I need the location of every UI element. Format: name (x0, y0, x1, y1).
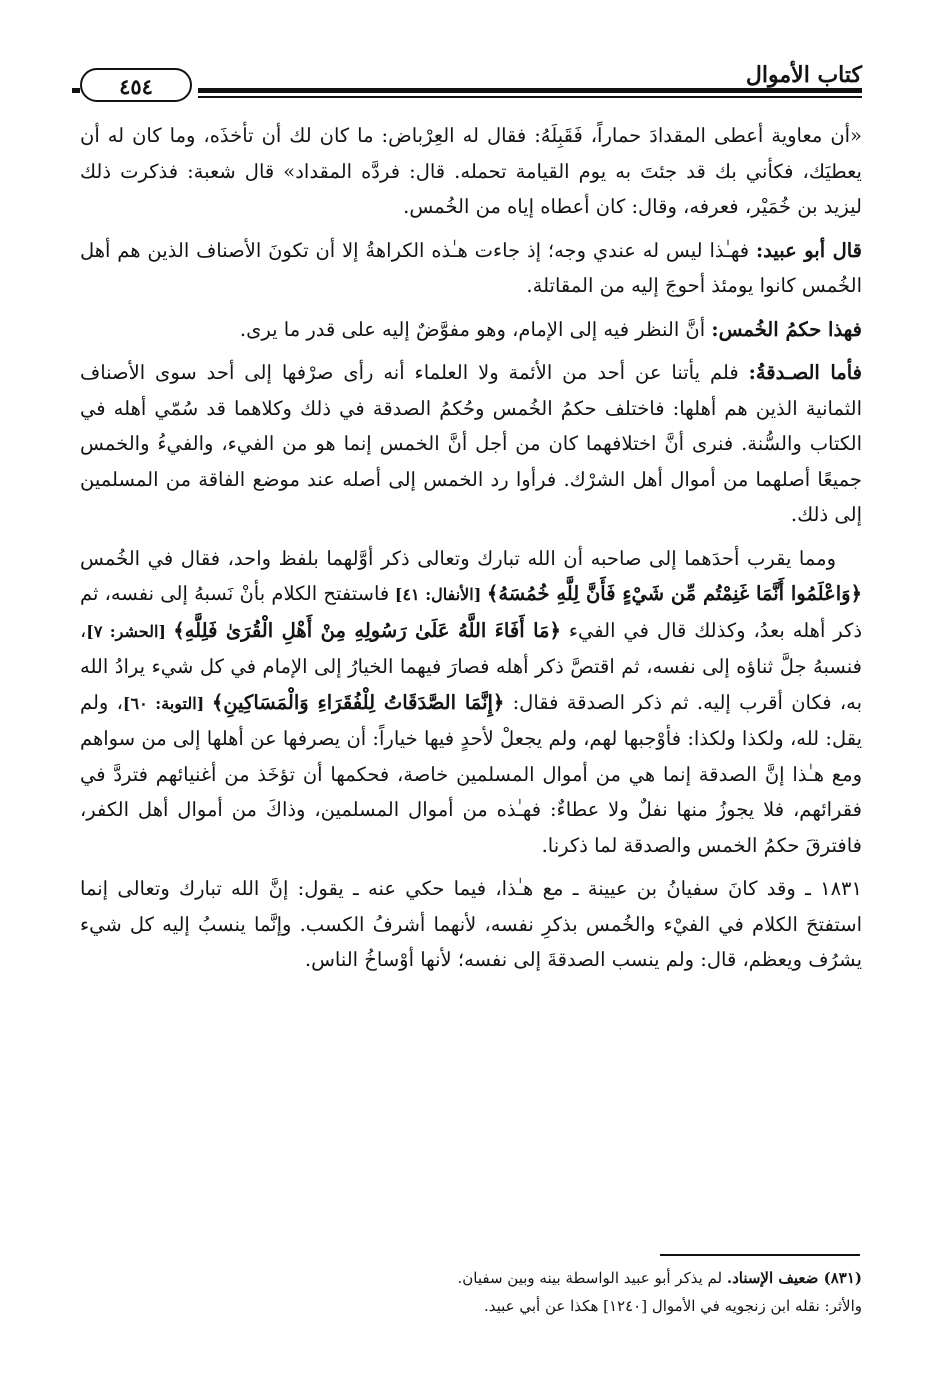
header-rule-thick (198, 88, 862, 93)
verse-reference: [الأنفال: ٤١] (389, 585, 487, 604)
paragraph (80, 118, 862, 225)
footnote (80, 1264, 862, 1292)
verse-reference: [الحشر: ٧] (86, 621, 174, 641)
page-header (80, 62, 862, 106)
verse-reference: [التوبة: ٦٠] (122, 693, 212, 713)
paragraph-text: ، ولم يقل: لله، ولكذا ولكذا: فأوْجبها لهم، ولم يجعلْ لأحدٍ فيها خياراً: أن يصرفها عن أهلها إلى من سواهم ومع هـٰذا إنَّ الصدقة إنما هي من أموال المسلمين خاصة، فحكمها أن تؤخَذ من أغنيائهم فتردَّ في فقرائهم، فلا يجوزُ منها نفلٌ ولا عطاءٌ: فهـٰذه من أموال المسلمين، وذاكَ من أموال أهل الكفر، فافترقَ حكمُ الخمس والصدقة لما ذكرنا. (80, 690, 862, 857)
page-number: ٤٥٤ (80, 68, 192, 102)
paragraph-text: فهـٰذا ليس له عندي وجه؛ إذ جاءت هـٰذه الكراهةُ إلا أن تكونَ الأصناف الذين هم أهل الخُمس كانوا يومئذ أحوجَ إليه من المقاتلة. (80, 238, 862, 297)
paragraph-text: أنَّ النظر فيه إلى الإمام، وهو مفوَّضٌ إليه على قدر ما يرى. (239, 317, 712, 341)
paragraph-lead: فأما الصـدقةُ: (748, 361, 862, 384)
paragraph-text: فلم يأتنا عن أحد من الأئمة ولا العلماء أنه رأى صرْفها إلى أحد سوى الأصناف الثمانية الذين هم أهلها: فاختلف حكمُ الخُمس وحُكمُ الصدقة في ذلك وكلاهما قد سُمّي أهله في الكتاب والسُّنة. فنرى أنَّ اختلافهما كان من أجل أنَّ الخمس إنما هو من الفيء، والفيءُ والخمس جميعًا أصلهما من أموال أهل الشرْك. فرأوا رد الخمس إلى أصله عند موضع الفاقة من المسلمين إلى ذلك. (80, 361, 862, 526)
paragraph-text: «أن معاوية أعطى المقدادَ حماراً، فَقَبِلَهُ: فقال له العِرْباض: ما كان لك أن تأخذَه، وما كان له أن يعطيَك، فكأني بك قد جئتَ به يوم القيامة تحمله. قال: فردَّه المقداد» قال شعبة: فذكرت ذلك ليزيد بن خُمَيْر، فعرفه، وقال: كان أعطاه إياه من الخُمس. (80, 124, 862, 218)
paragraph-lead: فهذا حكمُ الخُمس: (711, 317, 862, 341)
footnote (80, 1292, 862, 1320)
main-text (80, 118, 862, 986)
footnotes (80, 1264, 862, 1320)
paragraph-text: ١٨٣١ ـ وقد كانَ سفيانُ بن عيينة ـ مع هـٰذا، فيما حكي عنه ـ يقول: إنَّ الله تبارك وتعالى إنما استفتحَ الكلام في الفيْء والخُمس بذكرِ نفسه، لأنهما أشرفُ الكسب. وإنَّما ينسبُ إليه كل شيء يشرُف ويعظم، قال: ولم ينسب الصدقةَ إلى نفسه؛ لأنها أوْساخُ الناس. (80, 877, 862, 971)
paragraph (80, 871, 862, 978)
paragraph-text: ، فنسبهُ جلَّ ثناؤه إلى نفسه، ثم اقتصَّ ذكر أهله فصارَ فيهما الخيارُ إلى الإمام في كل شيء يرادُ الله به، فكان أقرب إليه. ثم ذكر الصدقة فقال: (80, 618, 863, 714)
quran-verse: ﴿وَاعْلَمُوا أَنَّمَا غَنِمْتُم مِّن شَيْءٍ فَأَنَّ لِلَّهِ خُمُسَهُ﴾ (486, 582, 863, 605)
footnote-text: والأثر: نقله ابن زنجويه في الأموال [١٢٤٠] هكذا عن أبي عبيد. (483, 1297, 862, 1315)
paragraph-lead: قال أبو عبيد: (755, 238, 863, 262)
footnote-lead: (٨٣١) ضعيف الإسناد. (726, 1269, 862, 1287)
paragraph (80, 541, 862, 864)
footnote-text: لم يذكر أبو عبيد الواسطة بينه وبين سفيان. (457, 1269, 727, 1287)
paragraph-text: ومما يقرب أحدَهما إلى صاحبه أن الله تبارك وتعالى ذكر أوَّلهما بلفظ واحد، فقال في الخُمس (80, 546, 836, 570)
footnote-separator (660, 1254, 860, 1256)
paragraph (80, 233, 862, 304)
quran-verse: ﴿مَا أَفَاءَ اللَّهُ عَلَىٰ رَسُولِهِ مِنْ أَهْلِ الْقُرَىٰ فَلِلَّهِ﴾ (173, 618, 561, 642)
paragraph-text: فاستفتح الكلام بأنْ نَسبهُ إلى نفسه، ثم ذكر أهله بعدُ، وكذلك قال في الفيء (80, 582, 862, 642)
quran-verse: ﴿إِنَّمَا الصَّدَقَاتُ لِلْفُقَرَاءِ وَالْمَسَاكِينِ﴾ (211, 690, 505, 714)
book-title: كتاب الأموال (745, 62, 862, 88)
header-rule-left (72, 88, 80, 93)
paragraph (80, 312, 862, 348)
paragraph (80, 355, 862, 533)
header-rule-thin (198, 96, 862, 98)
